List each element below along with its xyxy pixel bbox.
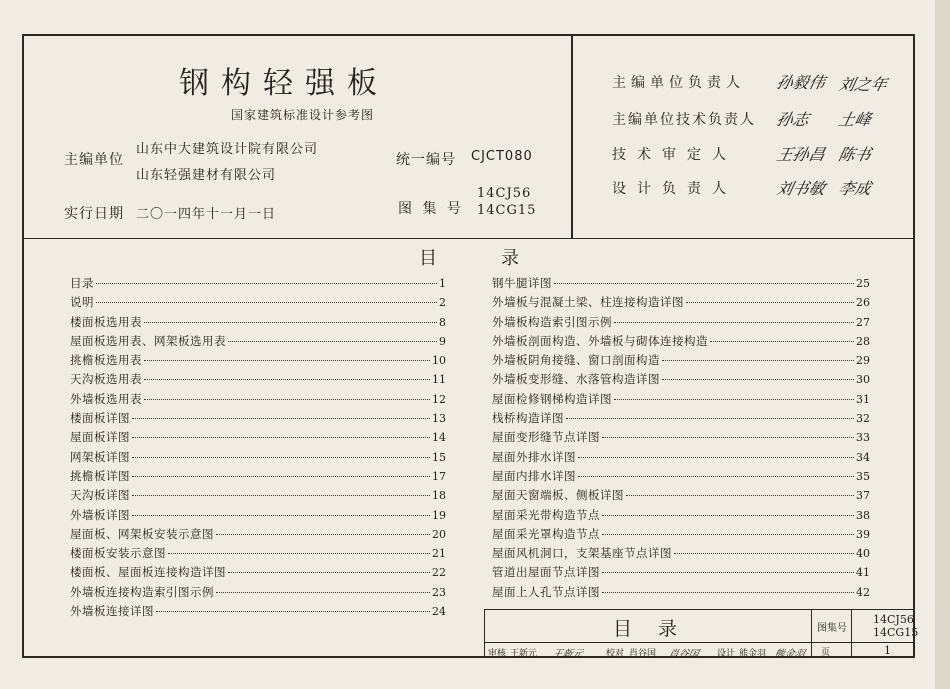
tb-atlas-label: 图集号 <box>817 623 847 634</box>
tb-atlas-number-1: 14CJ56 <box>873 613 914 626</box>
toc-right-column <box>492 274 870 602</box>
toc-entry-title: 屋面变形缝节点详图 <box>492 430 600 445</box>
leader-dots <box>662 379 854 380</box>
leader-dots <box>578 457 854 458</box>
toc-entry-title: 天沟板选用表 <box>70 372 142 387</box>
atlas-title: 钢构轻强板 <box>179 66 389 101</box>
toc-entry-page: 24 <box>432 605 446 619</box>
toc-entry[interactable] <box>70 486 446 505</box>
toc-entry-title: 楼面板选用表 <box>70 314 142 329</box>
toc-entry[interactable] <box>492 313 870 332</box>
toc-entry[interactable] <box>70 506 446 525</box>
toc-entry[interactable] <box>70 602 446 621</box>
toc-entry[interactable] <box>70 370 446 389</box>
leader-dots <box>132 495 430 496</box>
toc-entry-title: 屋面内排水详图 <box>492 468 576 483</box>
toc-entry-title: 网架板详图 <box>70 449 130 464</box>
toc-entry-page: 30 <box>856 373 870 387</box>
leader-dots <box>132 418 430 419</box>
tb-divider-1 <box>811 610 812 658</box>
toc-entry-page: 25 <box>856 277 870 290</box>
leader-dots <box>554 283 854 284</box>
toc-entry-page: 39 <box>856 527 870 541</box>
toc-entry-title: 挑檐板选用表 <box>70 353 142 368</box>
toc-entry[interactable] <box>492 390 870 409</box>
toc-title: 目录 <box>419 248 583 269</box>
toc-entry-page: 40 <box>856 547 870 561</box>
leader-dots <box>228 341 437 342</box>
resp-role-1: 主编单位负责人 <box>612 75 745 91</box>
title-block <box>484 609 919 660</box>
leader-dots <box>132 476 430 477</box>
toc-entry[interactable] <box>492 448 870 467</box>
toc-entry-title: 外墙板连接详图 <box>70 604 154 619</box>
cover-header <box>24 36 913 239</box>
toc-entry[interactable] <box>70 544 446 563</box>
toc-entry-title: 屋面风机洞口，支架基座节点详图 <box>492 546 672 561</box>
atlas-number-label: 图 集 号 <box>398 201 464 217</box>
toc-entry-title: 说明 <box>70 295 94 310</box>
toc-entry-title: 楼面板、屋面板连接构造详图 <box>70 565 226 580</box>
toc-entry[interactable] <box>70 525 446 544</box>
leader-dots <box>602 515 854 516</box>
resp-role-4: 设计负责人 <box>612 181 737 197</box>
toc-entry-page: 2 <box>439 296 446 310</box>
toc-entry-page: 29 <box>856 354 870 368</box>
header-divider <box>571 36 573 239</box>
toc-entry-page: 37 <box>856 489 870 503</box>
toc-entry-page: 22 <box>432 566 446 580</box>
toc-entry-page: 42 <box>856 585 870 599</box>
toc-entry-page: 28 <box>856 334 870 348</box>
toc-entry-page: 13 <box>432 412 446 426</box>
tb-page-number: 1 <box>884 644 891 657</box>
toc-entry-title: 屋面上人孔节点详图 <box>492 584 600 599</box>
leader-dots <box>662 360 854 361</box>
leader-dots <box>602 437 854 438</box>
page-edge <box>935 0 950 689</box>
toc-entry-title: 外墙板详图 <box>70 507 130 522</box>
toc-entry-page: 12 <box>432 392 446 406</box>
resp-sig-2a: 孙志 <box>774 110 811 129</box>
toc-entry-page: 34 <box>856 450 870 464</box>
leader-dots <box>566 418 854 419</box>
toc-entry-page: 38 <box>856 508 870 522</box>
leader-dots <box>626 495 854 496</box>
code-value: CJCT080 <box>471 149 533 164</box>
tb-check-sig: 肖谷国 <box>667 649 700 660</box>
date-label: 实行日期 <box>64 206 124 222</box>
leader-dots <box>602 534 854 535</box>
toc-entry-page: 26 <box>856 296 870 310</box>
toc-entry[interactable] <box>70 467 446 486</box>
toc-entry[interactable] <box>492 525 870 544</box>
toc-entry[interactable] <box>492 409 870 428</box>
toc-entry[interactable] <box>492 486 870 505</box>
drawing-frame <box>22 34 919 660</box>
leader-dots <box>132 457 430 458</box>
leader-dots <box>216 534 430 535</box>
toc-entry[interactable] <box>70 313 446 332</box>
resp-sig-4a: 刘书敏 <box>774 179 827 198</box>
leader-dots <box>132 437 430 438</box>
toc-entry-page: 10 <box>432 354 446 368</box>
toc-entry[interactable] <box>70 448 446 467</box>
leader-dots <box>96 283 437 284</box>
resp-sig-1a: 孙毅伟 <box>774 73 827 92</box>
toc-entry-page: 21 <box>432 547 446 561</box>
toc-entry-title: 外墙板构造索引图示例 <box>492 314 612 329</box>
toc-entry[interactable] <box>492 583 870 602</box>
toc-entry-page: 18 <box>432 489 446 503</box>
toc-entry[interactable] <box>492 274 870 293</box>
title-block-title: 目录 <box>613 618 704 640</box>
toc-entry-page: 14 <box>432 431 446 445</box>
toc-entry-page: 35 <box>856 469 870 483</box>
tb-review-sig: 王新元 <box>551 649 584 660</box>
leader-dots <box>96 302 437 303</box>
toc-entry[interactable] <box>492 332 870 351</box>
toc-entry-page: 19 <box>432 508 446 522</box>
toc-entry-page: 23 <box>432 585 446 599</box>
tb-divider-2 <box>851 610 852 658</box>
toc-entry-title: 楼面板详图 <box>70 411 130 426</box>
toc-entry[interactable] <box>70 390 446 409</box>
toc-entry-title: 外墙板选用表 <box>70 391 142 406</box>
tb-review-name: 王新元 <box>510 649 538 659</box>
leader-dots <box>132 515 430 516</box>
tb-hline <box>485 642 915 643</box>
tb-design-label: 设计 <box>717 649 736 659</box>
toc-entry-title: 屋面外排水详图 <box>492 449 576 464</box>
toc-entry[interactable] <box>492 544 870 563</box>
toc-entry-title: 管道出屋面节点详图 <box>492 565 600 580</box>
atlas-number-2: 14CG15 <box>477 203 537 218</box>
editor-label: 主编单位 <box>64 152 124 168</box>
toc-entry[interactable] <box>492 351 870 370</box>
toc-entry[interactable] <box>70 293 446 312</box>
toc-entry-title: 屋面板、网架板安装示意图 <box>70 526 214 541</box>
tb-atlas-number-2: 14CG15 <box>873 626 919 639</box>
toc-entry-page: 11 <box>432 373 446 387</box>
toc-entry-title: 外墙板变形缝、水落管构造详图 <box>492 372 660 387</box>
toc-entry-title: 栈桥构造详图 <box>492 411 564 426</box>
toc-entry[interactable] <box>70 351 446 370</box>
leader-dots <box>168 553 430 554</box>
tb-review-label: 审核 <box>488 649 507 659</box>
toc-entry-page: 41 <box>856 566 870 580</box>
leader-dots <box>686 302 854 303</box>
atlas-subtitle: 国家建筑标准设计参考图 <box>231 108 375 122</box>
resp-sig-3a: 王孙昌 <box>774 145 827 164</box>
toc-entry-title: 目录 <box>70 276 94 290</box>
toc-entry-page: 17 <box>432 469 446 483</box>
tb-page-label: 页 <box>821 648 831 658</box>
toc-entry-title: 楼面板安装示意图 <box>70 546 166 561</box>
resp-sig-4b: 李成 <box>836 179 873 198</box>
toc-entry-title: 挑檐板详图 <box>70 468 130 483</box>
leader-dots <box>710 341 854 342</box>
editor-2: 山东轻强建材有限公司 <box>136 168 277 183</box>
toc-entry[interactable] <box>492 428 870 447</box>
toc-entry-title: 屋面板详图 <box>70 430 130 445</box>
toc-entry[interactable] <box>70 409 446 428</box>
editor-1: 山东中大建筑设计院有限公司 <box>136 142 319 157</box>
leader-dots <box>144 322 437 323</box>
toc-entry-page: 1 <box>439 277 446 290</box>
leader-dots <box>144 379 430 380</box>
toc-entry[interactable] <box>492 467 870 486</box>
resp-role-2: 主编单位技术负责人 <box>612 112 756 128</box>
leader-dots <box>674 553 854 554</box>
toc-entry-title: 屋面采光罩构造节点 <box>492 526 600 541</box>
resp-sig-3b: 陈书 <box>836 145 873 164</box>
resp-sig-1b: 刘之年 <box>836 75 889 94</box>
resp-role-3: 技术审定人 <box>612 147 737 163</box>
toc-entry-title: 屋面检修钢梯构造详图 <box>492 391 612 406</box>
leader-dots <box>614 322 854 323</box>
toc-entry-page: 20 <box>432 527 446 541</box>
leader-dots <box>602 572 854 573</box>
leader-dots <box>144 399 430 400</box>
toc-entry-page: 32 <box>856 412 870 426</box>
leader-dots <box>228 572 430 573</box>
toc-entry[interactable] <box>70 274 446 293</box>
toc-entry-title: 屋面天窗端板、侧板详图 <box>492 488 624 503</box>
toc-entry-title: 屋面采光带构造节点 <box>492 507 600 522</box>
toc-entry-title: 外墙板阴角接缝、窗口剖面构造 <box>492 353 660 368</box>
toc-entry-page: 15 <box>432 450 446 464</box>
toc-entry-title: 外墙板连接构造索引图示例 <box>70 584 214 599</box>
code-label: 统一编号 <box>396 152 456 168</box>
leader-dots <box>156 611 430 612</box>
atlas-number-1: 14CJ56 <box>477 186 532 201</box>
toc-entry[interactable] <box>70 332 446 351</box>
date-value: 二〇一四年十一月一日 <box>136 207 277 222</box>
leader-dots <box>602 592 854 593</box>
tb-design-name: 熊金羽 <box>739 649 767 659</box>
toc-entry-title: 钢牛腿详图 <box>492 276 552 290</box>
tb-check-name: 肖谷国 <box>629 649 657 659</box>
toc-entry[interactable] <box>70 583 446 602</box>
toc-entry[interactable] <box>70 563 446 582</box>
leader-dots <box>144 360 430 361</box>
toc-left-column <box>70 274 446 621</box>
toc-entry[interactable] <box>492 370 870 389</box>
toc-entry-page: 27 <box>856 315 870 329</box>
toc-entry-page: 9 <box>439 334 446 348</box>
toc-entry-title: 外墙板与混凝土梁、柱连接构造详图 <box>492 295 684 310</box>
resp-sig-2b: 土峰 <box>836 110 873 129</box>
leader-dots <box>614 399 854 400</box>
toc-entry[interactable] <box>70 428 446 447</box>
toc-entry-title: 天沟板详图 <box>70 488 130 503</box>
leader-dots <box>216 592 430 593</box>
toc-entry[interactable] <box>492 506 870 525</box>
leader-dots <box>578 476 854 477</box>
toc-entry-page: 31 <box>856 392 870 406</box>
tb-check-label: 校对 <box>606 649 625 659</box>
toc-entry[interactable] <box>492 293 870 312</box>
toc-entry-title: 屋面板选用表、网架板选用表 <box>70 333 226 348</box>
tb-design-sig: 熊金羽 <box>773 649 806 660</box>
toc-entry-page: 33 <box>856 431 870 445</box>
toc-entry-page: 8 <box>439 315 446 329</box>
toc-entry[interactable] <box>492 563 870 582</box>
toc-entry-title: 外墙板剖面构造、外墙板与砌体连接构造 <box>492 333 708 348</box>
